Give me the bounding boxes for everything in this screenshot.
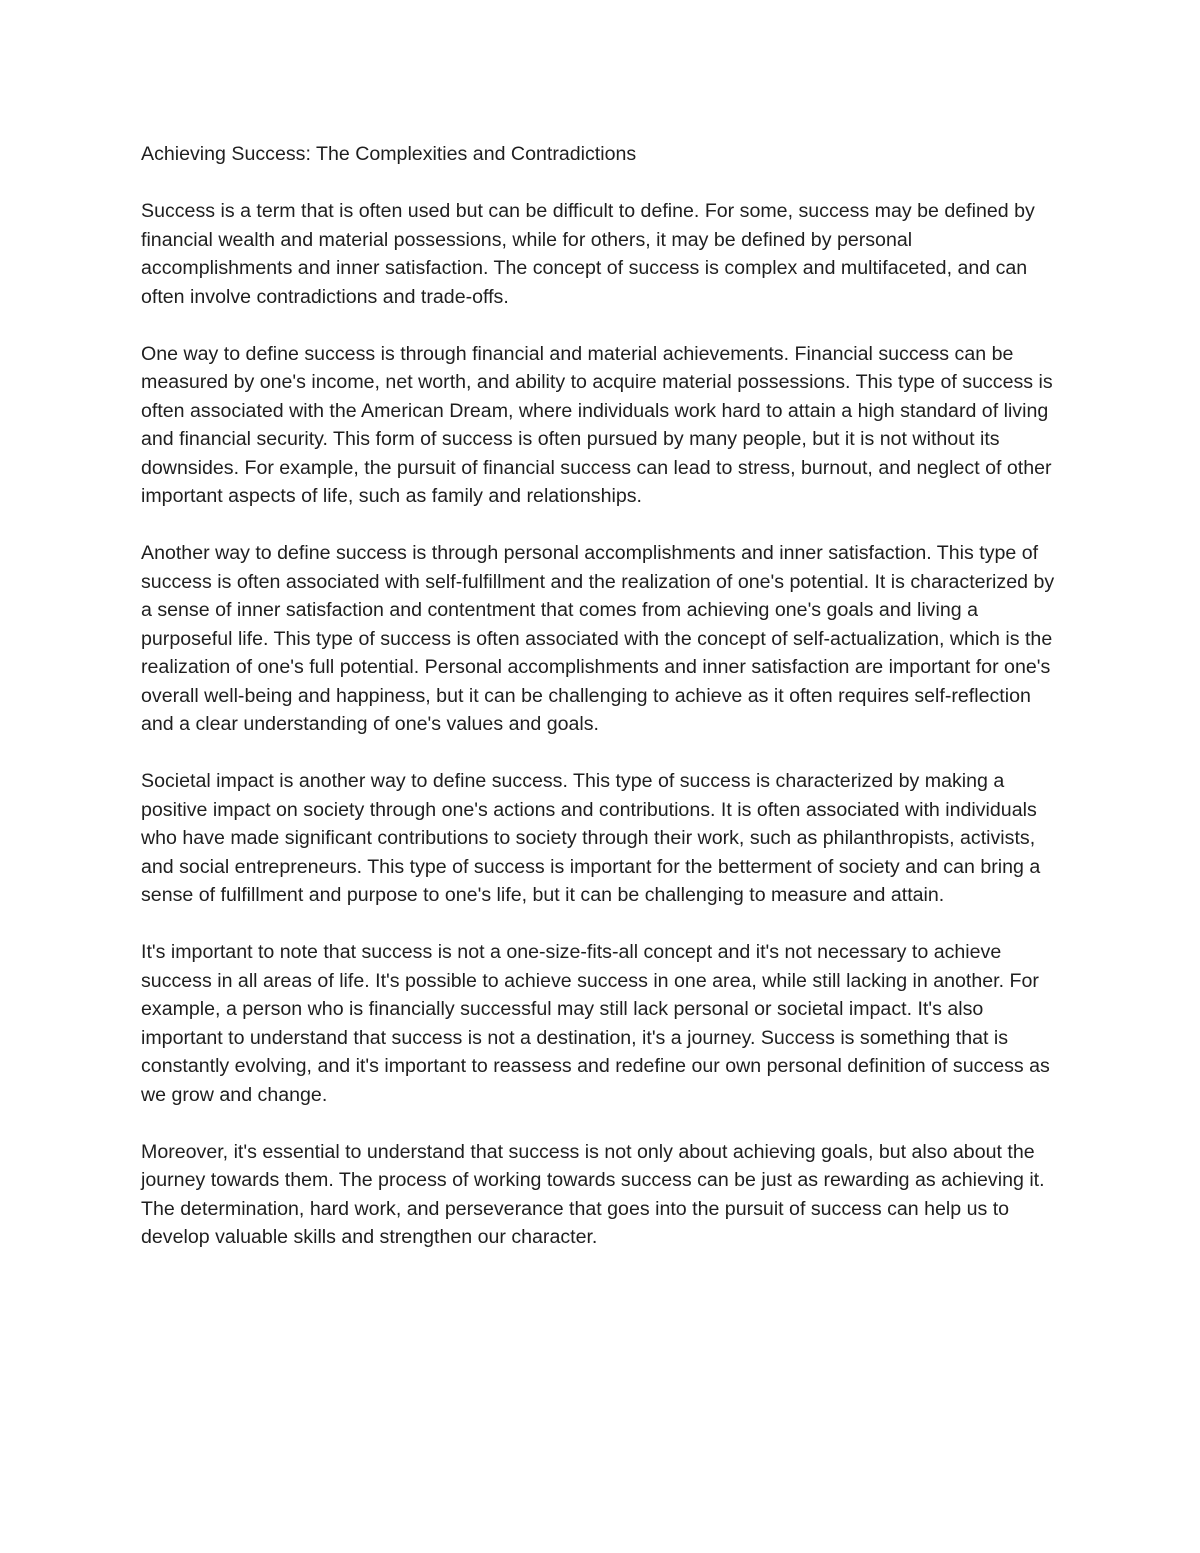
document-body bbox=[141, 140, 1066, 1252]
paragraph-definition: Success is a term that is often used but can be difficult to define. For some, success may be defined by financial wealth and material possessions, while for others, it may be defined by personal accomplishments and inner satisfaction. The concept of success is complex and multifaceted, and can often involve contradictions and trade-offs. bbox=[141, 200, 1035, 308]
paragraph-personal-accomplishments: Another way to define success is through personal accomplishments and inner satisfaction. This type of success is often associated with self-fulfillment and the realization of one's potential. It is characterized by a sense of inner satisfaction and contentment that comes from achieving one's goals and living a purposeful life. This type of success is often associated with the concept of self-actualization, which is the realization of one's full potential. Personal accomplishments and inner satisfaction are important for one's overall well-being and happiness, but it can be challenging to achieve as it often requires self-reflection and a clear understanding of one's values and goals. bbox=[141, 542, 1055, 735]
paragraph-societal-impact: Societal impact is another way to define success. This type of success is characterized by making a positive impact on society through one's actions and contributions. It is often associated with individuals who have made significant contributions to society through their work, such as philanthropists, activists, and social entrepreneurs. This type of success is important for the betterment of society and can bring a sense of fulfillment and purpose to one's life, but it can be challenging to measure and attain. bbox=[141, 770, 1041, 906]
paragraph-not-one-size-fits-all: It's important to note that success is not a one-size-fits-all concept and it's not necessary to achieve success in all areas of life. It's possible to achieve success in one area, while still lacking in another. For example, a person who is financially successful may still lack personal or societal impact. It's also important to understand that success is not a destination, it's a journey. Success is something that is constantly evolving, and it's important to reassess and redefine our own personal definition of success as we grow and change. bbox=[141, 941, 1050, 1106]
paragraph-financial-success: One way to define success is through financial and material achievements. Financial success can be measured by one's income, net worth, and ability to acquire material possessions. This type of success is often associated with the American Dream, where individuals work hard to attain a high standard of living and financial security. This form of success is often pursued by many people, but it is not without its downsides. For example, the pursuit of financial success can lead to stress, burnout, and neglect of other important aspects of life, such as family and relationships. bbox=[141, 342, 1053, 507]
paragraph-journey: Moreover, it's essential to understand that success is not only about achieving goals, but also about the journey towards them. The process of working towards success can be just as rewarding as achieving it. The determination, hard work, and perseverance that goes into the pursuit of success can help us to develop valuable skills and strengthen our character. bbox=[141, 1140, 1045, 1248]
document-title: Achieving Success: The Complexities and Contradictions bbox=[141, 143, 637, 165]
